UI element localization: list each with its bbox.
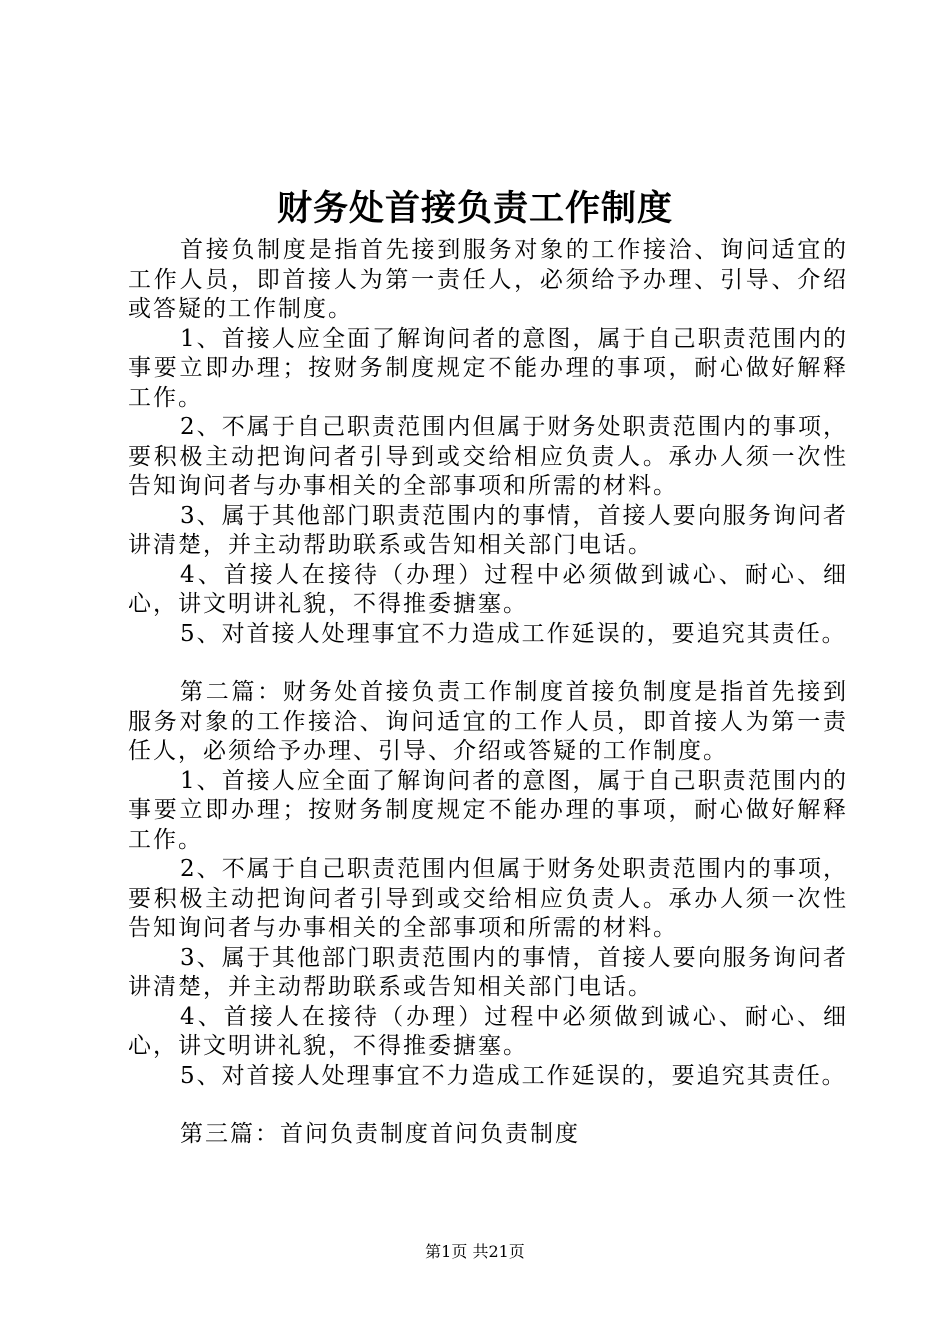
section2-item-2: 2、不属于自己职责范围内但属于财务处职责范围内的事项，要积极主动把询问者引导到或交给相应负责人。承办人须一次性告知询问者与办事相关的全部事项和所需的材料。 [128, 856, 848, 941]
page-footer: 第1页 共21页 [425, 1242, 525, 1261]
section-spacer [128, 1091, 848, 1120]
section2-item-5: 5、对首接人处理事宜不力造成工作延误的，要追究其责任。 [180, 1062, 847, 1089]
section1-item-5: 5、对首接人处理事宜不力造成工作延误的，要追究其责任。 [180, 620, 847, 647]
section2-item-1: 1、首接人应全面了解询问者的意图，属于自己职责范围内的事要立即办理；按财务制度规定不能办理的事项，耐心做好解释工作。 [128, 767, 848, 853]
section3-intro: 第三篇：首问负责制度首问负责制度 [180, 1121, 580, 1147]
section1-intro: 首接负制度是指首先接到服务对象的工作接洽、询问适宜的工作人员，即首接人为第一责任人，必须给予办理、引导、介绍或答疑的工作制度。 [128, 237, 848, 322]
document-title: 财务处首接负责工作制度 [276, 188, 673, 229]
section-spacer [128, 649, 848, 678]
section2-item-4: 4、首接人在接待（办理）过程中必须做到诚心、耐心、细心，讲文明讲礼貌，不得推委搪塞。 [128, 1003, 848, 1059]
section2-item-3: 3、属于其他部门职责范围内的事情，首接人要向服务询问者讲清楚，并主动帮助联系或告知相关部门电话。 [128, 944, 848, 1000]
section2-intro: 第二篇：财务处首接负责工作制度首接负制度是指首先接到服务对象的工作接洽、询问适宜的工作人员，即首接人为第一责任人，必须给予办理、引导、介绍或答疑的工作制度。 [128, 679, 848, 764]
section1-item-1: 1、首接人应全面了解询问者的意图，属于自己职责范围内的事要立即办理；按财务制度规定不能办理的事项，耐心做好解释工作。 [128, 325, 848, 411]
section1-item-4: 4、首接人在接待（办理）过程中必须做到诚心、耐心、细心，讲文明讲礼貌，不得推委搪塞。 [128, 561, 848, 617]
section1-item-2: 2、不属于自己职责范围内但属于财务处职责范围内的事项，要积极主动把询问者引导到或交给相应负责人。承办人须一次性告知询问者与办事相关的全部事项和所需的材料。 [128, 414, 848, 499]
document-body [128, 236, 848, 1150]
section1-item-3: 3、属于其他部门职责范围内的事情，首接人要向服务询问者讲清楚，并主动帮助联系或告知相关部门电话。 [128, 502, 848, 558]
